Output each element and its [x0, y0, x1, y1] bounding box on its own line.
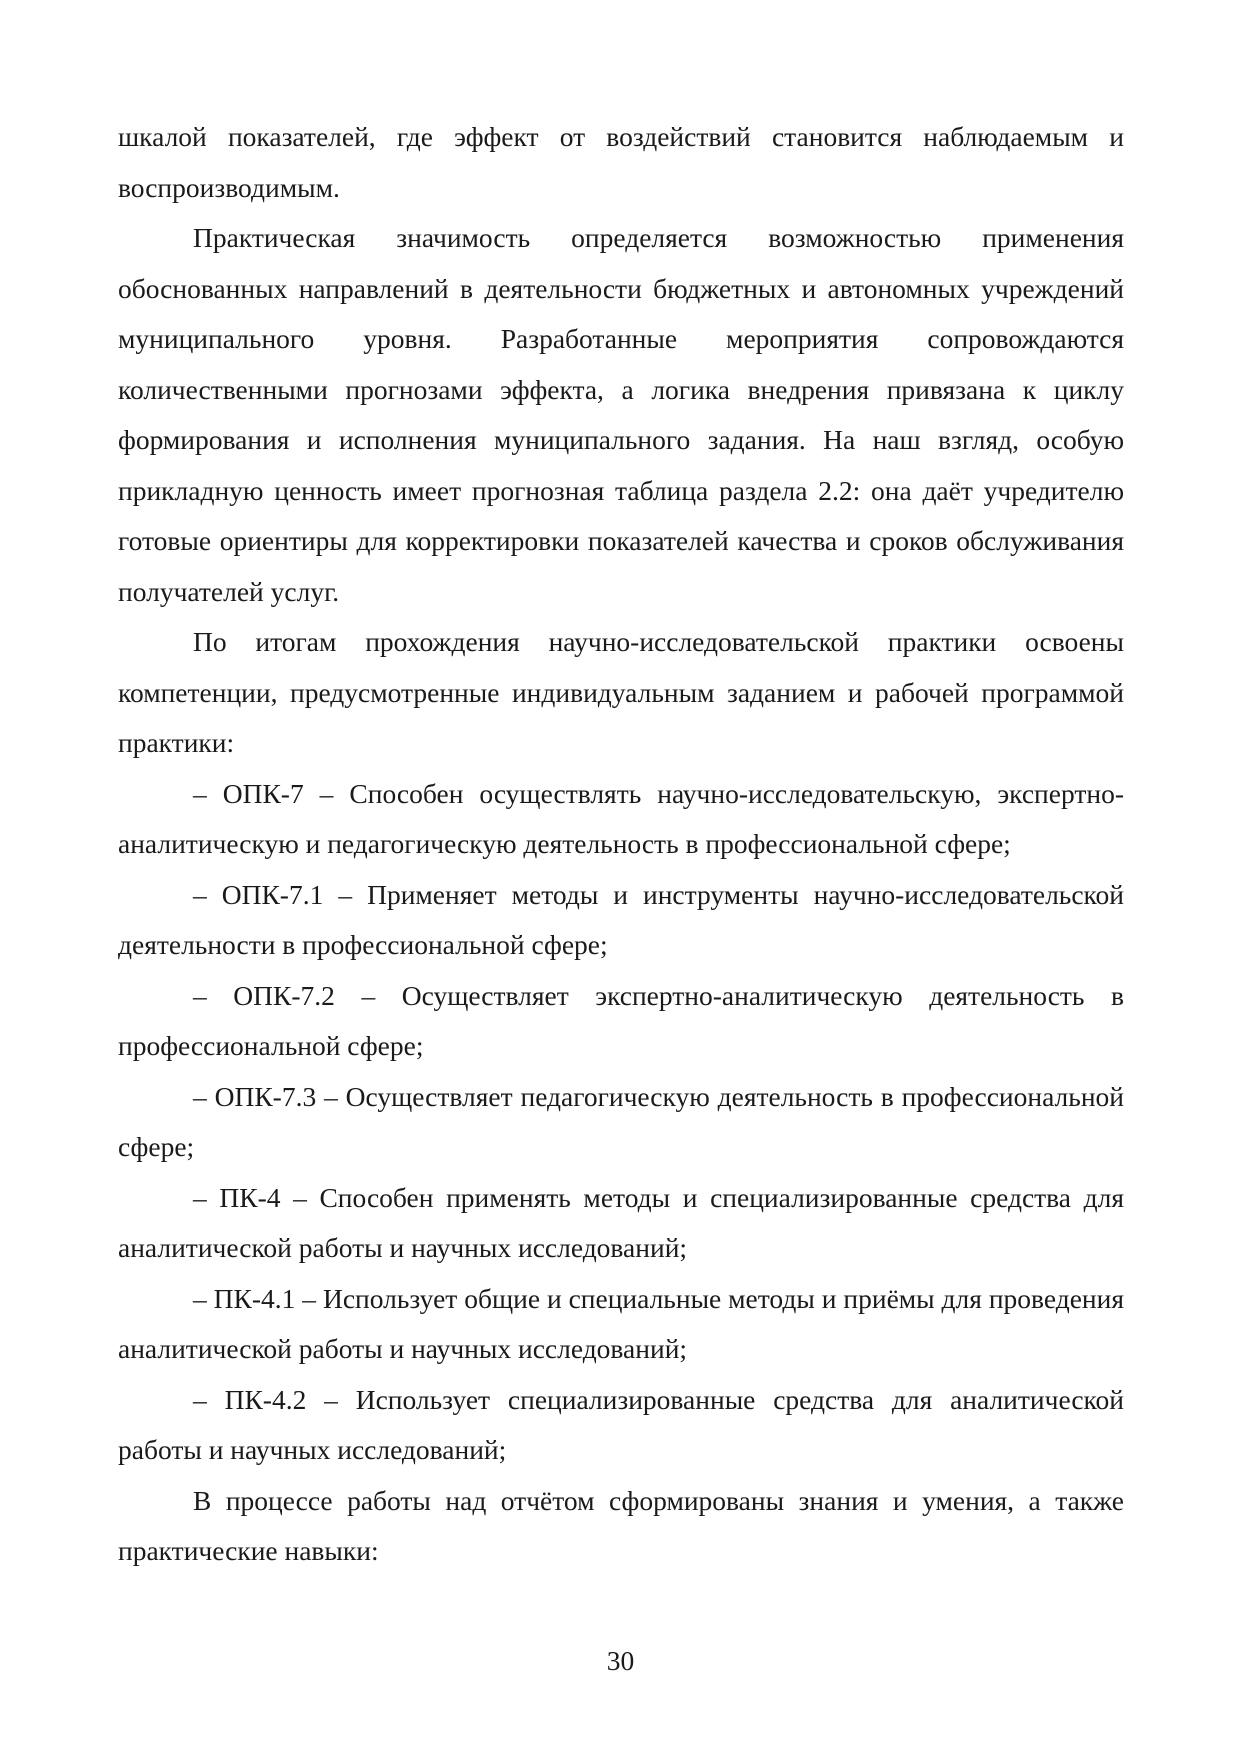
page-body: [118, 112, 1124, 1577]
paragraph-competencies-intro: По итогам прохождения научно-исследовательской практики освоены компетенции, предусмотренные индивидуальным заданием и рабочей программой практики:: [118, 626, 1124, 758]
page-number: 30: [606, 1645, 635, 1676]
list-item-pk-4-1: – ПК-4.1 – Использует общие и специальные методы и приёмы для проведения аналитической работы и научных исследований;: [118, 1282, 1124, 1364]
paragraph-skills-intro: В процессе работы над отчётом сформированы знания и умения, а также практические навыки:: [118, 1484, 1124, 1566]
list-item-opk-7-3: – ОПК-7.3 – Осуществляет педагогическую деятельность в профессиональной сфере;: [118, 1080, 1124, 1162]
list-item-pk-4: – ПК-4 – Способен применять методы и специализированные средства для аналитической работы и научных исследований;: [118, 1181, 1124, 1263]
list-item-opk-7-2: – ОПК-7.2 – Осуществляет экспертно-аналитическую деятельность в профессиональной сфере;: [118, 979, 1124, 1061]
paragraph-practical-significance: Практическая значимость определяется возможностью применения обоснованных направлений в деятельности бюджетных и автономных учреждений муниципального уровня. Разработанные мероприятия сопровождаются количественными прогнозами эффекта, а логика внедрения привязана к циклу формирования и исполнения муниципального задания. На наш взгляд, особую прикладную ценность имеет прогнозная таблица раздела 2.2: она даёт учредителю готовые ориентиры для корректировки показателей качества и сроков обслуживания получателей услуг.: [118, 222, 1124, 607]
list-item-opk-7-1: – ОПК-7.1 – Применяет методы и инструменты научно-исследовательской деятельности в профессиональной сфере;: [118, 878, 1124, 960]
list-item-pk-4-2: – ПК-4.2 – Использует специализированные средства для аналитической работы и научных исследований;: [118, 1383, 1124, 1465]
list-item-opk-7: – ОПК-7 – Способен осуществлять научно-исследовательскую, экспертно-аналитическую и педагогическую деятельность в профессиональной сфере;: [118, 777, 1124, 859]
paragraph-continuation: шкалой показателей, где эффект от воздействий становится наблюдаемым и воспроизводимым.: [118, 121, 1124, 203]
